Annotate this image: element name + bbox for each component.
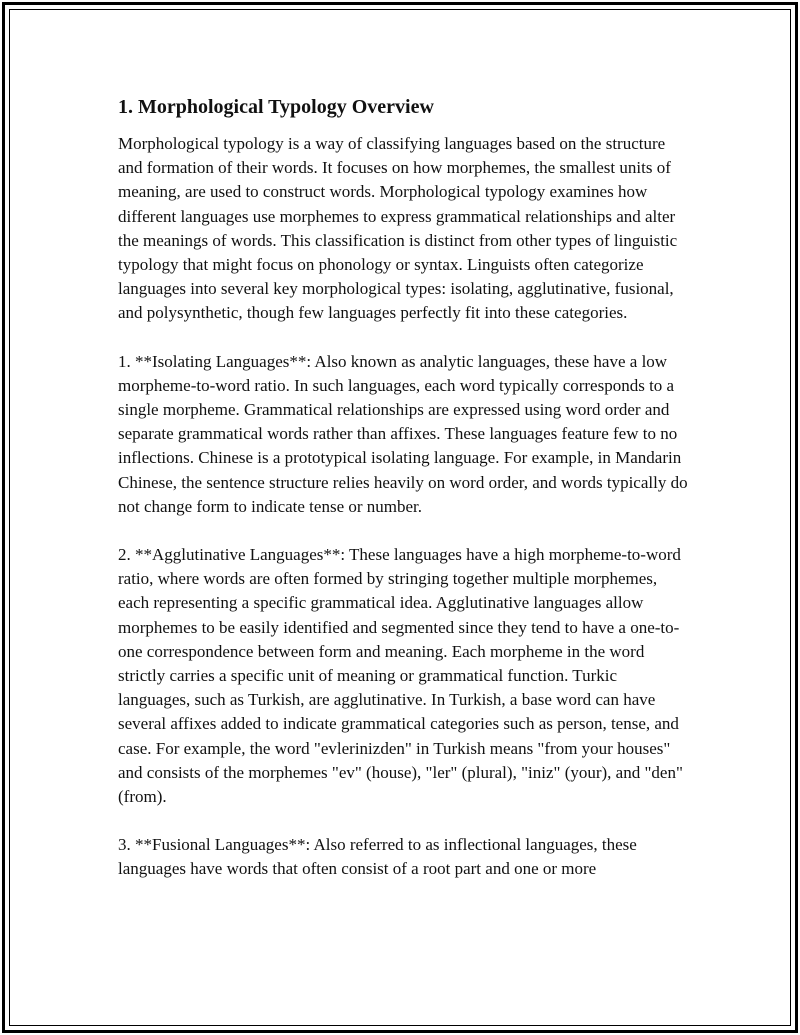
paragraph-intro: Morphological typology is a way of classifying languages based on the structure and formation of their words. It focuses on how morphemes, the smallest units of meaning, are used to construct words. Morphological typology examines how different languages use morphemes to express grammatical relationships and alter the meanings of words. This classification is distinct from other types of linguistic typology that might focus on phonology or syntax. Linguists often categorize languages into several key morphological types: isolating, agglutinative, fusional, and polysynthetic, though few languages perfectly fit into these categories.: [118, 134, 678, 323]
document-body: [118, 94, 690, 906]
section-title: 1. Morphological Typology Overview: [118, 96, 434, 118]
paragraph-fusional: 3. **Fusional Languages**: Also referred to as inflectional languages, these languages have words that often consist of a root part and one or more: [118, 835, 637, 879]
paragraph-isolating: 1. **Isolating Languages**: Also known as analytic languages, these have a low morpheme-to-word ratio. In such languages, each word typically corresponds to a single morpheme. Grammatical relationships are expressed using word order and separate grammatical words rather than affixes. These languages feature few to no inflections. Chinese is a prototypical isolating language. For example, in Mandarin Chinese, the sentence structure relies heavily on word order, and words typically do not change form to indicate tense or number.: [118, 351, 688, 516]
paragraph-agglutinative: 2. **Agglutinative Languages**: These languages have a high morpheme-to-word ratio, where words are often formed by stringing together multiple morphemes, each representing a specific grammatical idea. Agglutinative languages allow morphemes to be easily identified and segmented since they tend to have a one-to-one correspondence between form and meaning. Each morpheme in the word strictly carries a specific unit of meaning or grammatical function. Turkic languages, such as Turkish, are agglutinative. In Turkish, a base word can have several affixes added to indicate grammatical categories such as person, tense, and case. For example, the word "evlerinizden" in Turkish means "from your houses" and consists of the morphemes "ev" (house), "ler" (plural), "iniz" (your), and "den" (from).: [118, 545, 683, 807]
